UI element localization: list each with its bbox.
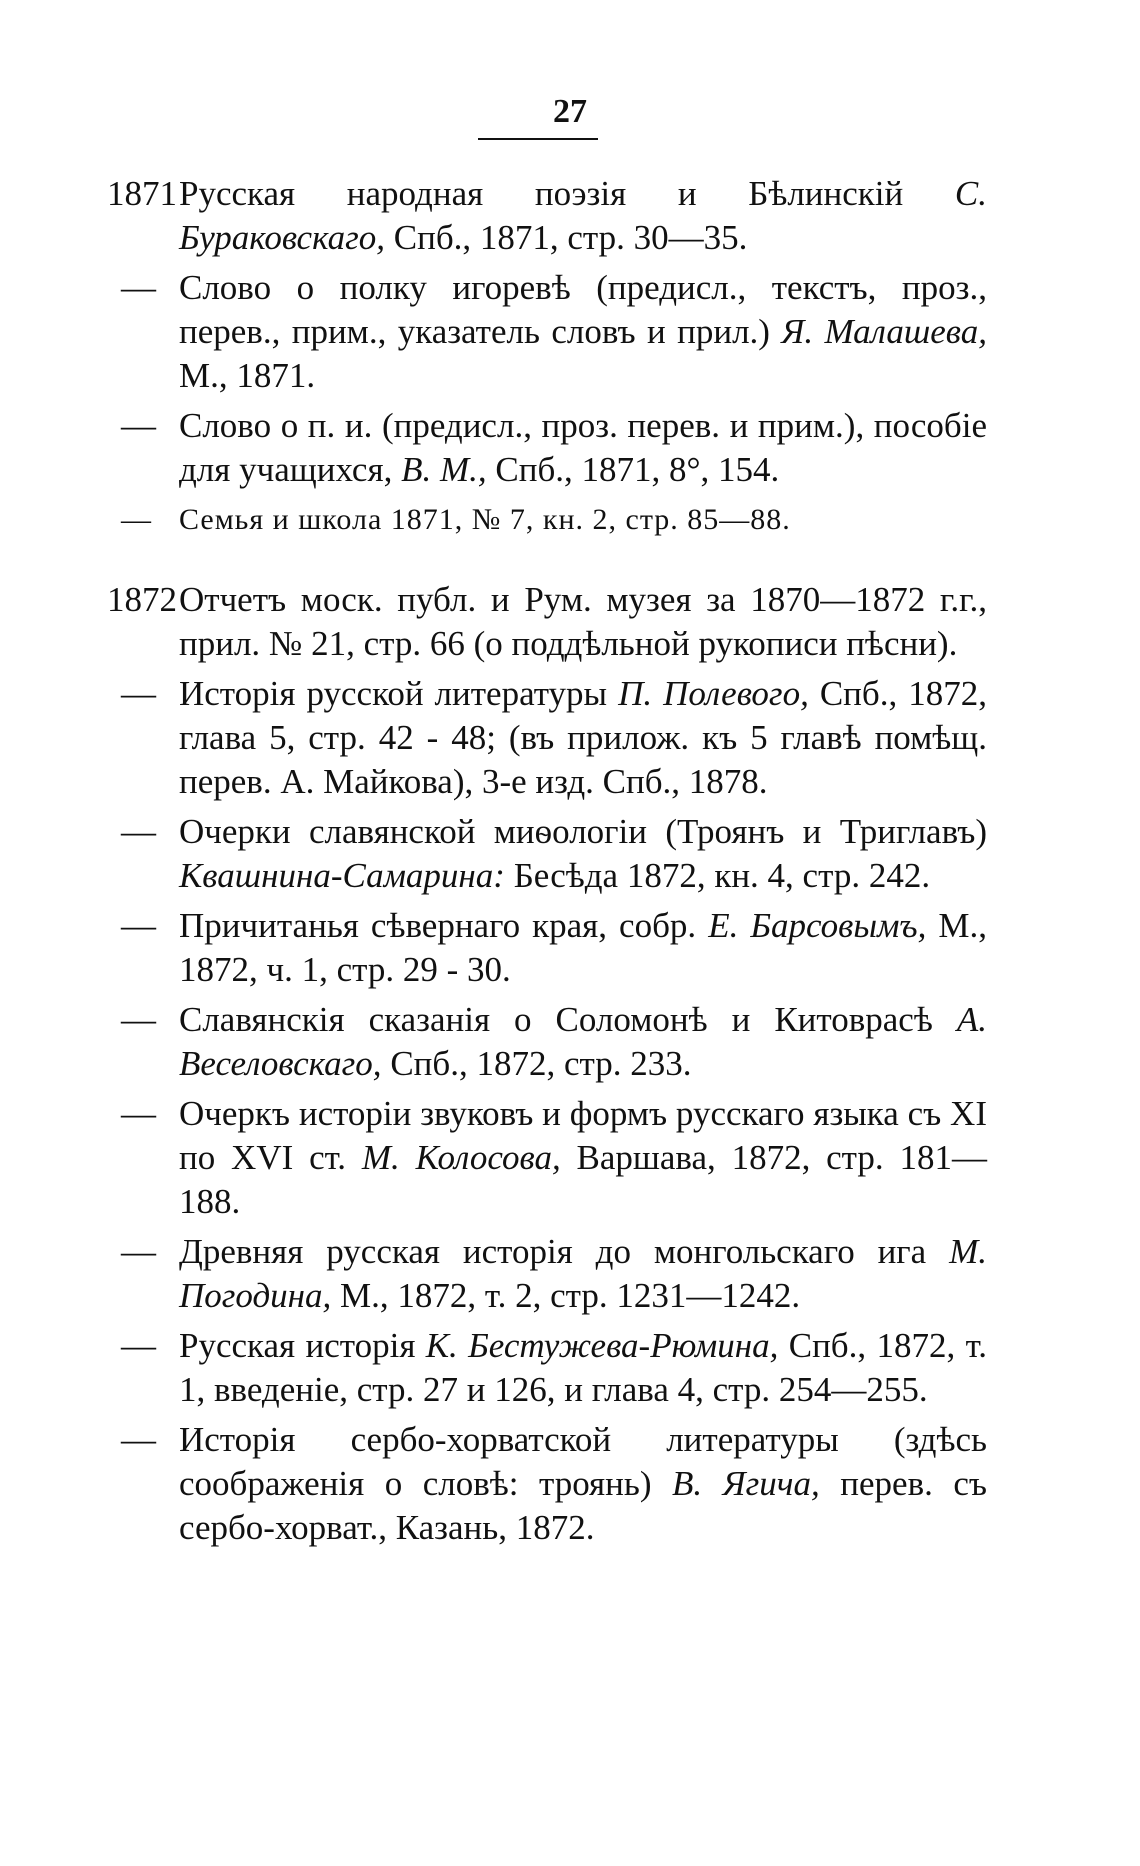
entry-segment: Исторія русской литературы <box>179 674 619 713</box>
entry-dash: — <box>121 1094 156 1133</box>
entry-author: Е. Барсовымъ, <box>708 906 927 945</box>
entry-text <box>179 1418 987 1550</box>
entry-text <box>179 904 987 992</box>
entry-author: М. Погодина, <box>179 1232 987 1315</box>
bibliography-entry <box>107 1230 987 1318</box>
entry-dash: — <box>121 1000 156 1039</box>
entry-segment: Бесѣда 1872, кн. 4, стр. 242. <box>504 856 931 895</box>
entry-text <box>179 404 987 492</box>
entry-text <box>179 998 987 1086</box>
entry-segment: Очерки славянской миѳологіи (Троянъ и Триглавъ) <box>179 812 987 851</box>
bibliography-entry <box>107 1418 987 1550</box>
entry-text <box>179 672 987 804</box>
bibliography-entry <box>107 672 987 804</box>
entry-segment: Спб., 1871, 8°, 154. <box>486 450 780 489</box>
entry-text <box>179 1324 987 1412</box>
entry-segment: Слово о п. и. (предисл., проз. перев. и прим.), пособіе для учащихся, <box>179 406 987 489</box>
entry-author: А. Веселовскаго, <box>179 1000 987 1083</box>
page-number: 27 <box>553 93 587 130</box>
entry-dash: — <box>121 1232 156 1271</box>
bibliography-entry <box>107 266 987 398</box>
bibliography-entry <box>107 578 987 666</box>
entry-year: 1871 <box>107 174 177 213</box>
bibliography-entry <box>107 498 987 542</box>
entry-dash: — <box>121 503 152 536</box>
entry-dash: — <box>121 1326 156 1365</box>
entry-author: Квашнина-Самарина: <box>179 856 505 895</box>
entry-segment: Спб., 1872, глава 5, стр. 42 - 48; (въ прилож. къ 5 главѣ помѣщ. перев. А. Майкова), 3-е изд. Спб., 1878. <box>179 674 987 801</box>
entry-author: Я. Малашева, <box>781 312 987 351</box>
entry-segment: Очеркъ исторіи звуковъ и формъ русскаго языка съ XI по XVI ст. <box>179 1094 987 1177</box>
bibliography-entry <box>107 172 987 260</box>
entry-segment: Исторія сербо-хорватской литературы (здѣсь соображенія о словѣ: троянь) <box>179 1420 987 1503</box>
bibliography-entry <box>107 404 987 492</box>
entry-segment: Древняя русская исторія до монгольскаго ига <box>179 1232 950 1271</box>
entry-segment: перев. съ сербо-хорват., Казань, 1872. <box>179 1464 987 1547</box>
entry-segment: Русская народная поэзія и Бѣлинскій <box>179 174 955 213</box>
entry-text <box>179 1092 987 1224</box>
entry-dash: — <box>121 1420 156 1459</box>
entry-segment: Семья и школа 1871, № 7, кн. 2, стр. 85—88. <box>179 503 791 536</box>
entry-segment: Спб., 1871, стр. 30—35. <box>385 218 748 257</box>
entry-segment: Русская исторія <box>179 1326 426 1365</box>
bibliography-entry <box>107 1092 987 1224</box>
entry-segment: Спб., 1872, стр. 233. <box>381 1044 692 1083</box>
bibliography-entry <box>107 810 987 898</box>
bibliography-list <box>107 172 987 1556</box>
entry-segment: М., 1872, т. 2, стр. 1231—1242. <box>331 1276 801 1315</box>
entry-segment: М., 1872, ч. 1, стр. 29 - 30. <box>179 906 988 989</box>
entry-text <box>179 578 987 666</box>
entry-year: 1872 <box>107 580 177 619</box>
entry-author: В. М., <box>401 450 487 489</box>
bibliography-entry <box>107 904 987 992</box>
entry-text <box>179 172 987 260</box>
bibliography-entry <box>107 998 987 1086</box>
entry-dash: — <box>121 674 156 713</box>
entry-text <box>179 498 987 542</box>
entry-text <box>179 266 987 398</box>
entry-dash: — <box>121 406 156 445</box>
entry-text <box>179 1230 987 1318</box>
bibliography-entry <box>107 1324 987 1412</box>
entry-segment: Отчетъ моск. публ. и Рум. музея за 1870—1872 г.г., прил. № 21, стр. 66 (о поддѣльной рукописи пѣсни). <box>179 580 987 663</box>
entry-segment: Славянскія сказанія о Соломонѣ и Китоврасѣ <box>179 1000 957 1039</box>
entry-dash: — <box>121 268 156 307</box>
entry-segment: Спб., 1872, т. 1, введеніе, стр. 27 и 126, и глава 4, стр. 254—255. <box>179 1326 987 1409</box>
entry-segment: Причитанья сѣвернаго края, собр. <box>179 906 709 945</box>
entry-text <box>179 810 987 898</box>
entry-segment: Варшава, 1872, стр. 181—188. <box>179 1138 987 1221</box>
entry-dash: — <box>121 906 156 945</box>
entry-author: К. Бестужева-Рюмина, <box>425 1326 779 1365</box>
page-number-rule <box>478 138 598 140</box>
entry-dash: — <box>121 812 156 851</box>
entry-author: М. Колосова, <box>361 1138 561 1177</box>
entry-author: С. Бураковскаго, <box>179 174 987 257</box>
entry-segment: М., 1871. <box>179 356 316 395</box>
entry-author: П. Полевого, <box>618 674 809 713</box>
entry-segment: Слово о полку игоревѣ (предисл., текстъ, проз., перев., прим., указатель словъ и прил.) <box>179 268 987 351</box>
entry-author: В. Ягича, <box>672 1464 820 1503</box>
